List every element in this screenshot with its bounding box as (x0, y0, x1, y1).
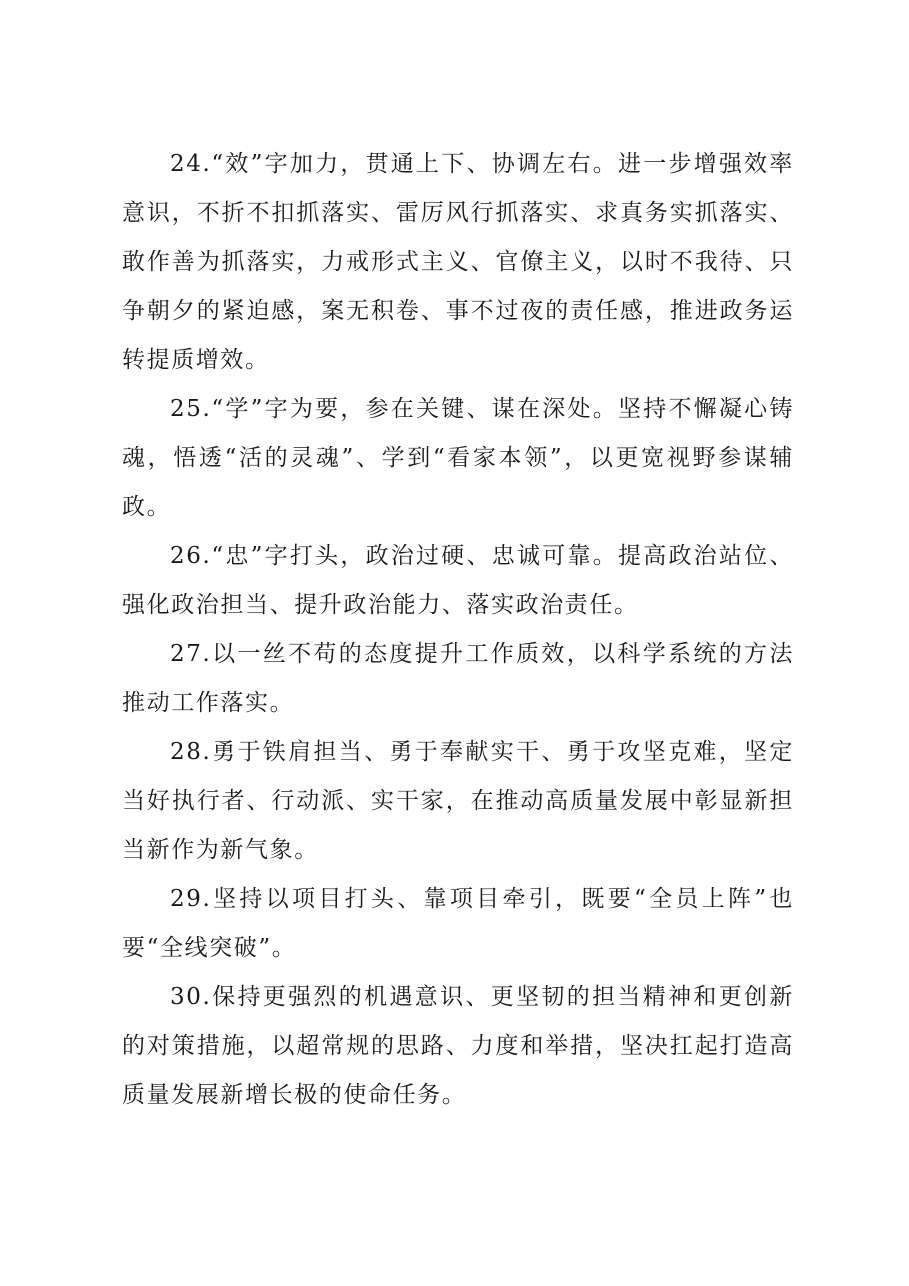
paragraph-29: 29.坚持以项目打头、靠项目牵引，既要“全员上阵”也要“全线突破”。 (122, 886, 794, 961)
paragraph-27: 27.以一丝不苟的态度提升工作质效，以科学系统的方法推动工作落实。 (122, 641, 794, 716)
paragraph-30: 30.保持更强烈的机遇意识、更坚韧的担当精神和更创新的对策措施，以超常规的思路、力度和举措，坚决扛起打造高质量发展新增长极的使命任务。 (122, 984, 794, 1108)
paragraph-26: 26.“忠”字打头，政治过硬、忠诚可靠。提高政治站位、强化政治担当、提升政治能力、落实政治责任。 (122, 543, 794, 618)
paragraph-28: 28.勇于铁肩担当、勇于奉献实干、勇于攻坚克难，坚定当好执行者、行动派、实干家，在推动高质量发展中彰显新担当新作为新气象。 (122, 739, 794, 863)
document-body (122, 140, 794, 1120)
paragraph-25: 25.“学”字为要，参在关键、谋在深处。坚持不懈凝心铸魂，悟透“活的灵魂”、学到“看家本领”，以更宽视野参谋辅政。 (122, 396, 794, 520)
paragraph-24: 24.“效”字加力，贯通上下、协调左右。进一步增强效率意识，不折不扣抓落实、雷厉风行抓落实、求真务实抓落实、敢作善为抓落实，力戒形式主义、官僚主义，以时不我待、只争朝夕的紧迫感，案无积卷、事不过夜的责任感，推进政务运转提质增效。 (122, 151, 794, 373)
